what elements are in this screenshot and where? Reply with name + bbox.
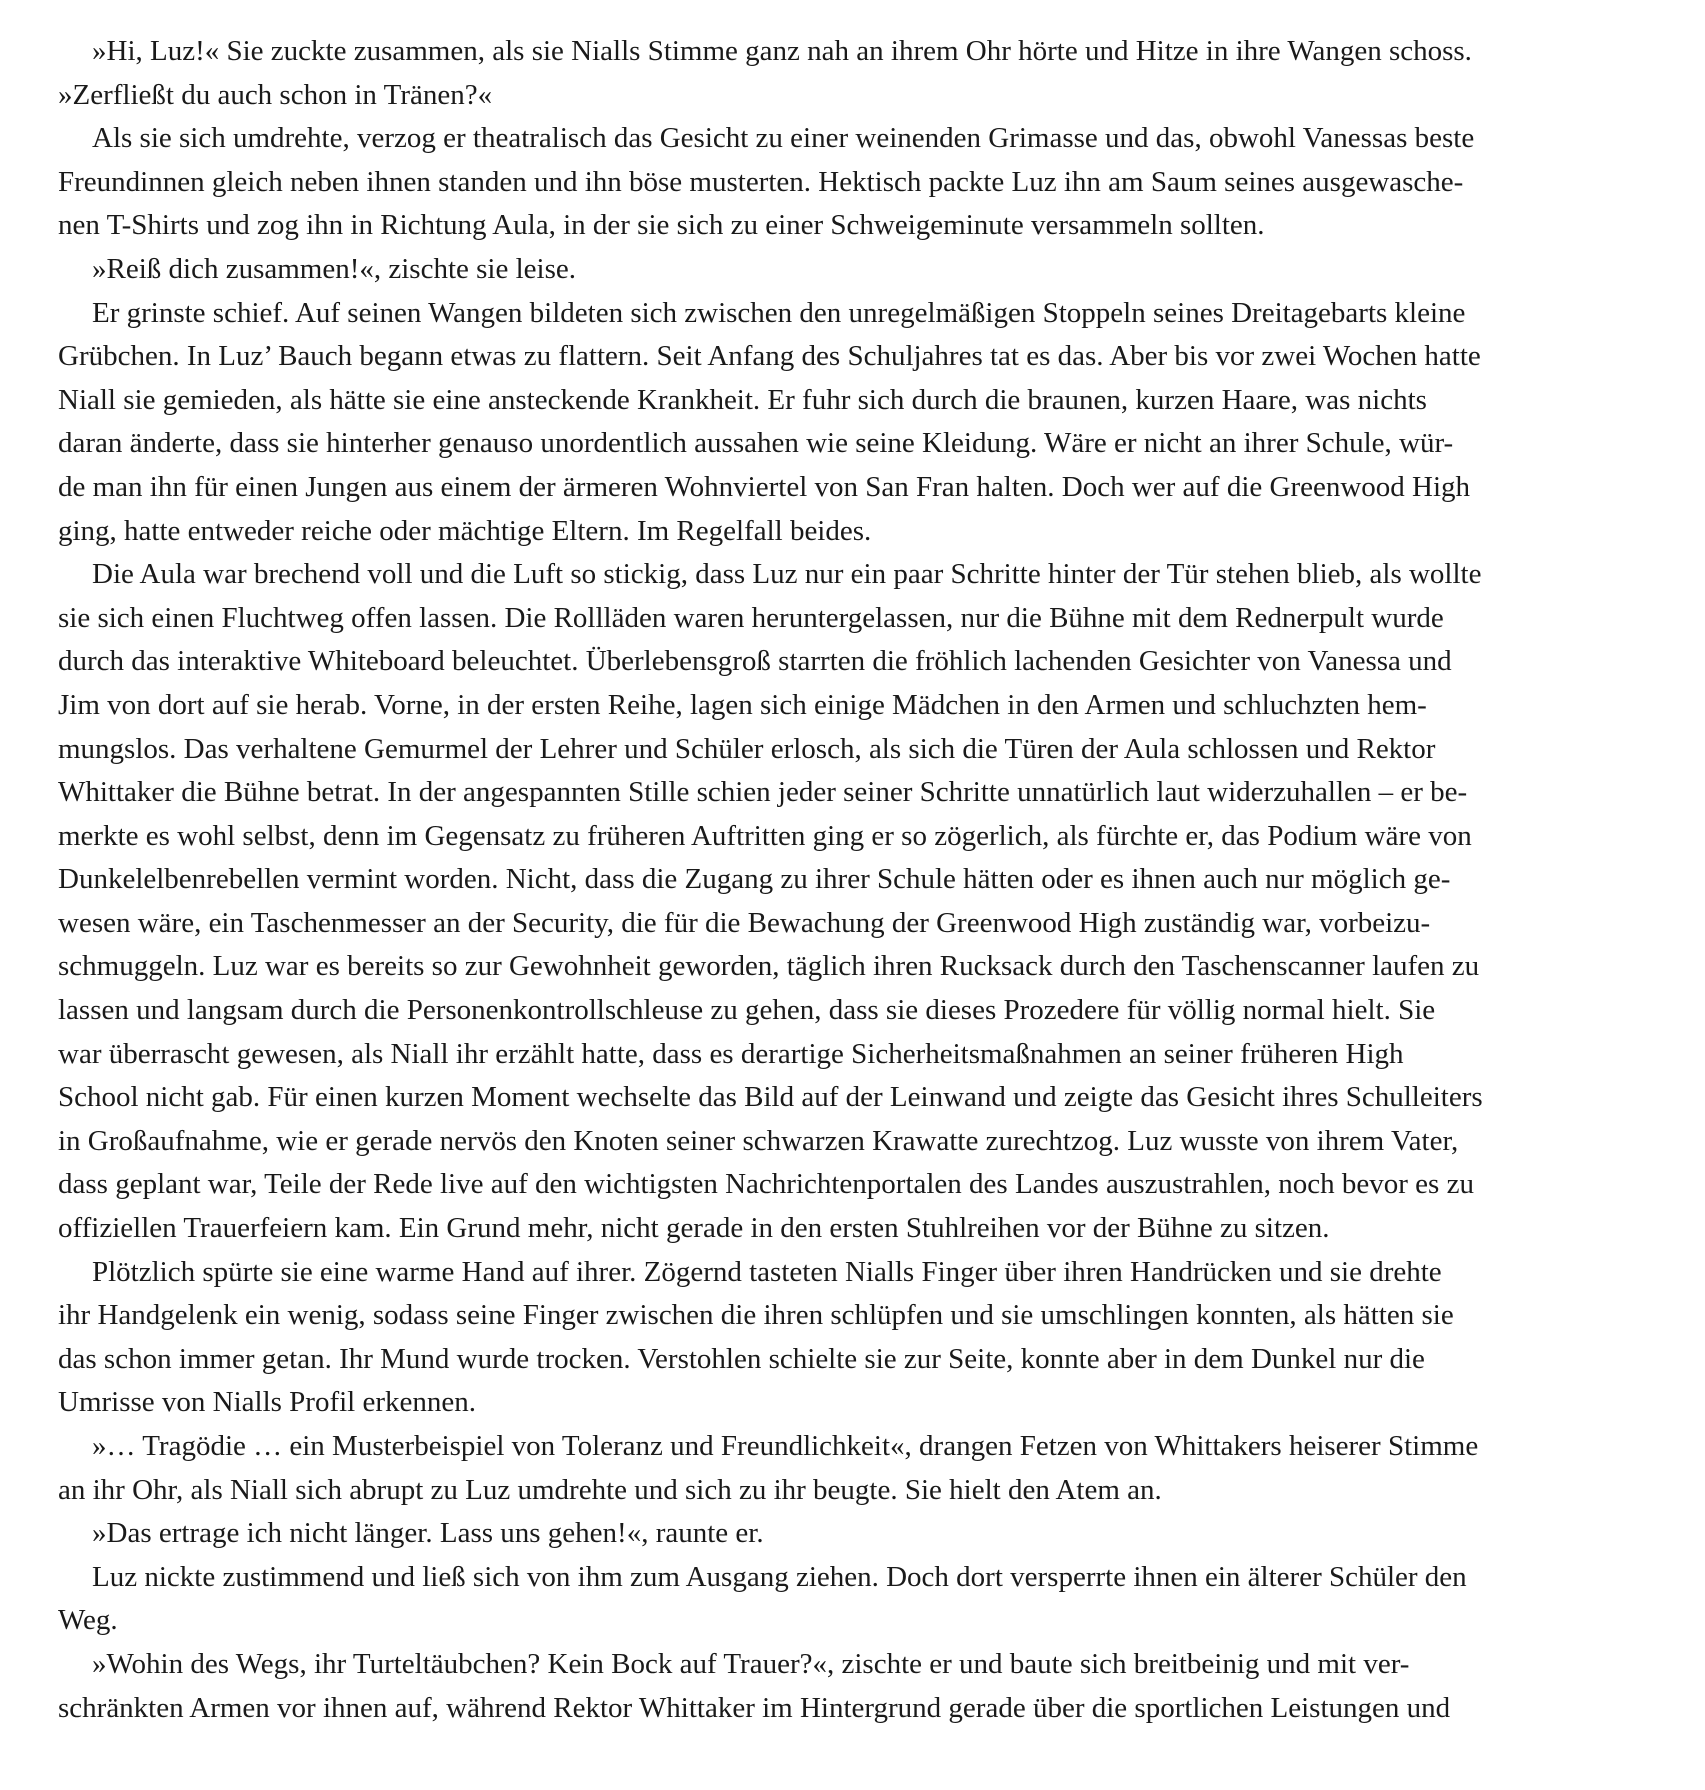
text-line: lassen und langsam durch die Personenkontrollschleuse zu gehen, dass sie dieses Prozedere für völlig normal hielt. Sie bbox=[58, 994, 1436, 1027]
text-line: Niall sie gemieden, als hätte sie eine ansteckende Krankheit. Er fuhr sich durch die braunen, kurzen Haare, was nichts bbox=[58, 383, 1427, 416]
text-line: daran änderte, dass sie hinterher genauso unordentlich aussahen wie seine Kleidung. Wäre er nicht an ihrer Schule, wür- bbox=[58, 427, 1454, 460]
text-line: Jim von dort auf sie herab. Vorne, in der ersten Reihe, lagen sich einige Mädchen in den Armen und schluchzten hem- bbox=[58, 688, 1427, 721]
paragraph bbox=[58, 1251, 1655, 1425]
text-line: »… Tragödie … ein Musterbeispiel von Toleranz und Freundlichkeit«, drangen Fetzen von Whittakers heiserer Stimme bbox=[92, 1430, 1479, 1462]
text-line: ihr Handgelenk ein wenig, sodass seine Finger zwischen die ihren schlüpfen und sie umschlingen konnten, als hätten sie bbox=[58, 1299, 1454, 1332]
paragraph bbox=[58, 1425, 1655, 1512]
paragraph bbox=[58, 1512, 1655, 1556]
text-line: »Reiß dich zusammen!«, zischte sie leise. bbox=[92, 252, 576, 285]
text-line: Dunkelelbenrebellen vermint worden. Nicht, dass die Zugang zu ihrer Schule hätten oder es ihnen auch nur möglich ge- bbox=[58, 863, 1451, 896]
text-line: Umrisse von Nialls Profil erkennen. bbox=[58, 1386, 477, 1419]
text-line: Freundinnen gleich neben ihnen standen und ihn böse musterten. Hektisch packte Luz ihn am Saum seines ausgewasche- bbox=[58, 165, 1464, 198]
text-line: Luz nickte zustimmend und ließ sich von ihm zum Ausgang ziehen. Doch dort versperrte ihnen ein älterer Schüler den bbox=[92, 1560, 1467, 1593]
text-line: Er grinste schief. Auf seinen Wangen bildeten sich zwischen den unregelmäßigen Stoppeln seines Dreitagebarts kleine bbox=[92, 296, 1466, 329]
text-line: mungslos. Das verhaltene Gemurmel der Lehrer und Schüler erlosch, als sich die Türen der Aula schlossen und Rektor bbox=[58, 732, 1436, 765]
text-line: »Zerfließt du auch schon in Tränen?« bbox=[58, 78, 493, 111]
text-line: merkte es wohl selbst, denn im Gegensatz zu früheren Auftritten ging er so zögerlich, als fürchte er, das Podium wäre von bbox=[58, 819, 1472, 852]
text-line: das schon immer getan. Ihr Mund wurde trocken. Verstohlen schielte sie zur Seite, konnte aber in dem Dunkel nur die bbox=[58, 1342, 1425, 1375]
text-line: schmuggeln. Luz war es bereits so zur Gewohnheit geworden, täglich ihren Rucksack durch den Taschenscanner laufen zu bbox=[58, 950, 1480, 983]
body-text bbox=[58, 30, 1655, 1730]
text-line: Die Aula war brechend voll und die Luft so stickig, dass Luz nur ein paar Schritte hinter der Tür stehen blieb, als wollte bbox=[92, 558, 1482, 591]
paragraph bbox=[58, 292, 1655, 554]
text-line: »Hi, Luz!« Sie zuckte zusammen, als sie Nialls Stimme ganz nah an ihrem Ohr hörte und Hitze in ihre Wangen schoss. bbox=[92, 35, 1472, 67]
text-line: Plötzlich spürte sie eine warme Hand auf ihrer. Zögernd tasteten Nialls Finger über ihren Handrücken und sie drehte bbox=[92, 1255, 1442, 1288]
text-line: »Wohin des Wegs, ihr Turteltäubchen? Kein Bock auf Trauer?«, zischte er und baute sich breitbeinig und mit ver- bbox=[92, 1647, 1410, 1680]
paragraph bbox=[58, 1556, 1655, 1643]
text-line: dass geplant war, Teile der Rede live auf den wichtigsten Nachrichtenportalen des Landes auszustrahlen, noch bevor es zu bbox=[58, 1168, 1474, 1201]
text-line: »Das ertrage ich nicht länger. Lass uns gehen!«, raunte er. bbox=[92, 1517, 764, 1550]
text-line: in Großaufnahme, wie er gerade nervös den Knoten seiner schwarzen Krawatte zurechtzog. Luz wusste von ihrem Vater, bbox=[58, 1124, 1459, 1157]
text-line: an ihr Ohr, als Niall sich abrupt zu Luz umdrehte und sich zu ihr beugte. Sie hielt den Atem an. bbox=[58, 1473, 1162, 1506]
paragraph bbox=[58, 117, 1655, 248]
paragraph bbox=[58, 248, 1655, 292]
text-line: sie sich einen Fluchtweg offen lassen. Die Rollläden waren heruntergelassen, nur die Bühne mit dem Rednerpult wurde bbox=[58, 601, 1444, 634]
text-line: de man ihn für einen Jungen aus einem der ärmeren Wohnviertel von San Fran halten. Doch wer auf die Greenwood High bbox=[58, 470, 1471, 503]
text-line: offiziellen Trauerfeiern kam. Ein Grund mehr, nicht gerade in den ersten Stuhlreihen vor der Bühne zu sitzen. bbox=[58, 1212, 1330, 1245]
text-line: nen T-Shirts und zog ihn in Richtung Aula, in der sie sich zu einer Schweigeminute versammeln sollten. bbox=[58, 209, 1265, 242]
text-line: Weg. bbox=[58, 1604, 118, 1637]
text-line: ging, hatte entweder reiche oder mächtige Eltern. Im Regelfall beides. bbox=[58, 514, 872, 547]
paragraph bbox=[58, 30, 1655, 117]
paragraph bbox=[58, 553, 1655, 1251]
text-line: Als sie sich umdrehte, verzog er theatralisch das Gesicht zu einer weinenden Grimasse und das, obwohl Vanessas beste bbox=[92, 122, 1475, 155]
text-line: Whittaker die Bühne betrat. In der angespannten Stille schien jeder seiner Schritte unnatürlich laut widerzuhallen – er be- bbox=[58, 776, 1468, 809]
text-line: schränkten Armen vor ihnen auf, während Rektor Whittaker im Hintergrund gerade über die sportlichen Leistungen und bbox=[58, 1691, 1451, 1724]
text-line: war überrascht gewesen, als Niall ihr erzählt hatte, dass es derartige Sicherheitsmaßnahmen an seiner früheren High bbox=[58, 1037, 1404, 1070]
paragraph bbox=[58, 1643, 1655, 1730]
text-line: wesen wäre, ein Taschenmesser an der Security, die für die Bewachung der Greenwood High zuständig war, vorbeizu- bbox=[58, 906, 1431, 939]
text-line: durch das interaktive Whiteboard beleuchtet. Überlebensgroß starrten die fröhlich lachenden Gesichter von Vanessa und bbox=[58, 645, 1452, 678]
text-line: School nicht gab. Für einen kurzen Moment wechselte das Bild auf der Leinwand und zeigte das Gesicht ihres Schulleiters bbox=[58, 1081, 1483, 1114]
text-line: Grübchen. In Luz’ Bauch begann etwas zu flattern. Seit Anfang des Schuljahres tat es das. Aber bis vor zwei Wochen hatte bbox=[58, 340, 1481, 373]
